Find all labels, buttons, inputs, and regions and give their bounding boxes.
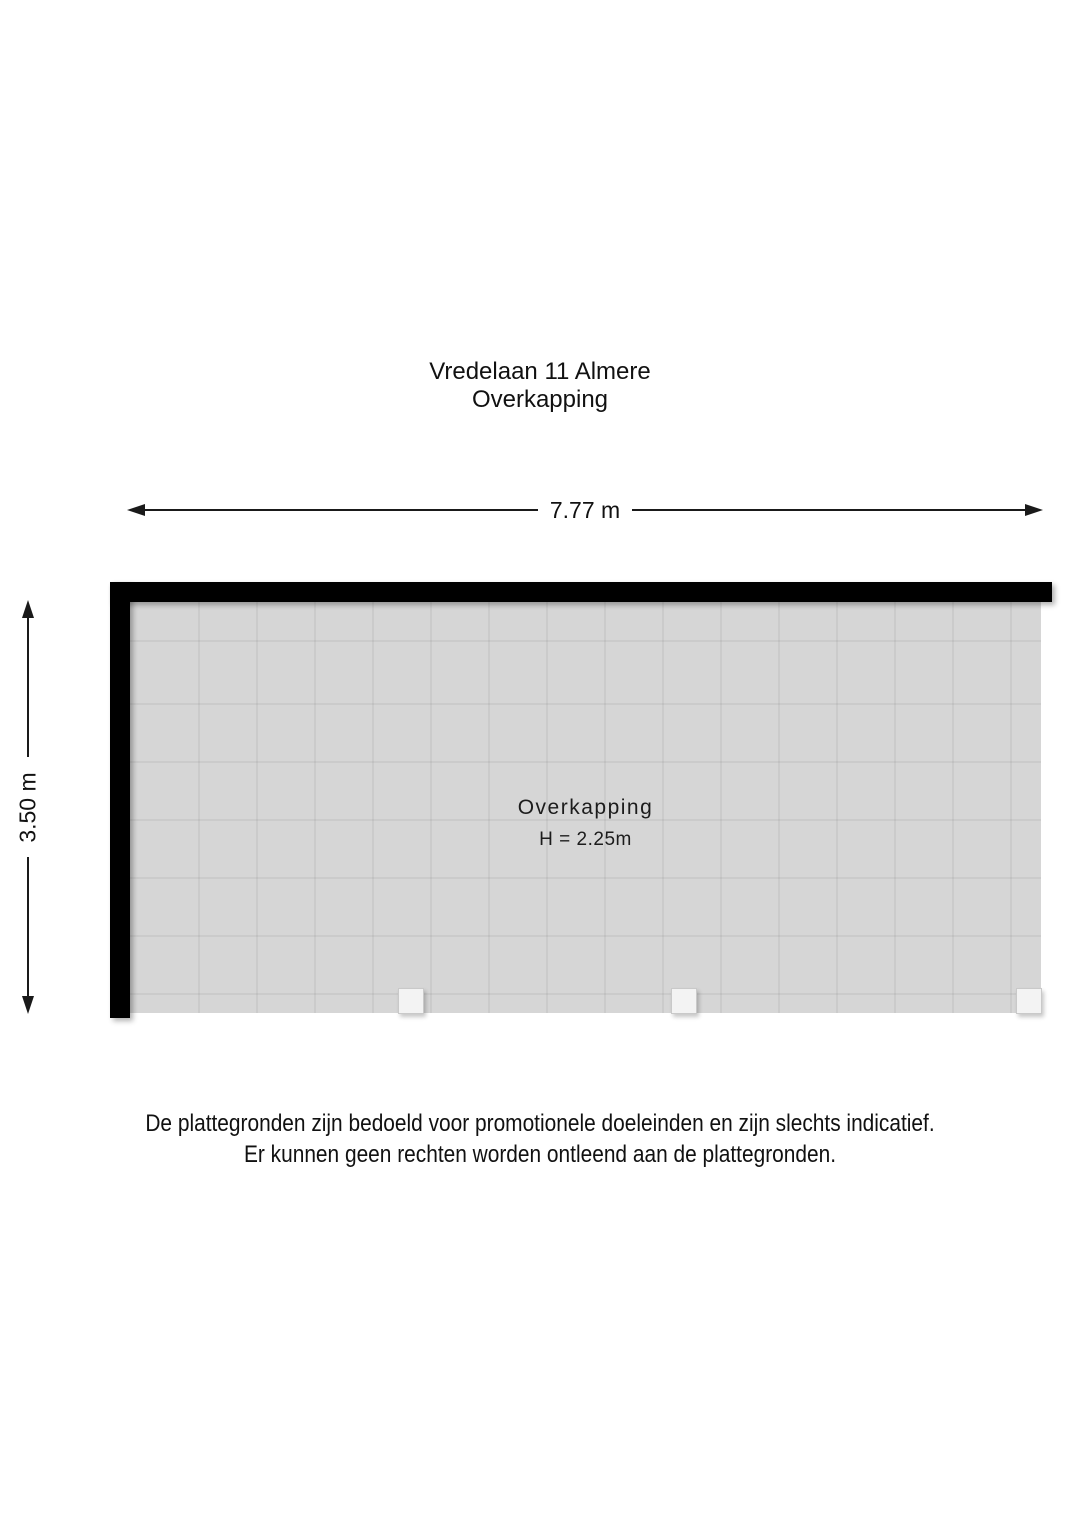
dimension-line	[27, 618, 29, 757]
width-dimension-label: 7.77 m	[549, 496, 621, 523]
disclaimer	[0, 1108, 1080, 1170]
arrowhead-up-icon	[22, 600, 34, 618]
plan-title-address: Vredelaan 11 Almere	[429, 358, 651, 385]
height-dimension	[14, 600, 42, 1014]
room-label	[130, 796, 1041, 850]
room-height-label: H = 2.25m	[539, 829, 632, 850]
dimension-line	[27, 857, 29, 996]
support-post	[671, 988, 697, 1014]
dimension-line	[632, 509, 1025, 511]
support-post	[398, 988, 424, 1014]
arrowhead-left-icon	[127, 504, 145, 516]
arrowhead-right-icon	[1025, 504, 1043, 516]
arrowhead-down-icon	[22, 996, 34, 1014]
wall-left	[110, 582, 130, 1018]
support-post	[1016, 988, 1042, 1014]
room-name: Overkapping	[517, 796, 654, 819]
height-dimension-label-wrap	[14, 757, 42, 857]
width-dimension	[127, 496, 1043, 524]
disclaimer-line-1: De plattegronden zijn bedoeld voor promotionele doeleinden en zijn slechts indicatief.	[145, 1110, 935, 1137]
plan-title	[0, 358, 1080, 414]
disclaimer-line-2: Er kunnen geen rechten worden ontleend aan de plattegronden.	[243, 1141, 837, 1168]
height-dimension-label: 3.50 m	[14, 771, 41, 843]
plan-title-type: Overkapping	[471, 386, 609, 413]
dimension-line	[145, 509, 538, 511]
wall-top	[110, 582, 1052, 602]
